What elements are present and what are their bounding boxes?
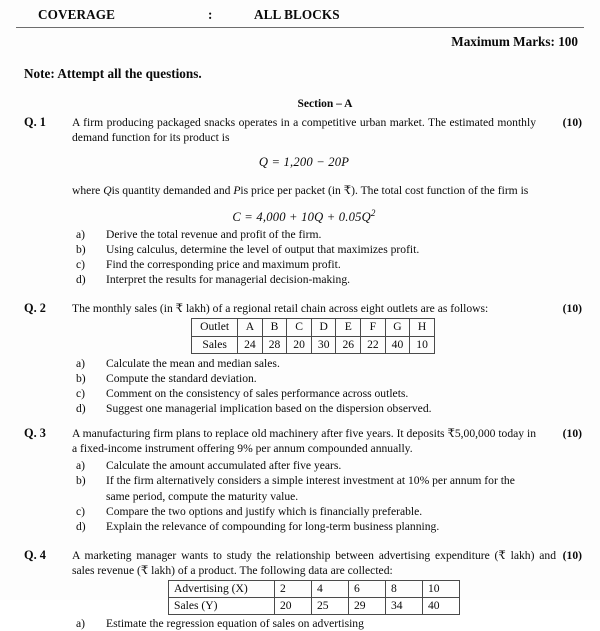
question-2-body bbox=[72, 301, 554, 416]
list-item bbox=[72, 356, 554, 371]
question-3-body bbox=[72, 426, 536, 533]
list-text: Find the corresponding price and maximum profit. bbox=[106, 258, 341, 272]
question-2-marks: (10) bbox=[562, 302, 582, 316]
table-cell: E bbox=[336, 319, 361, 336]
coverage-row bbox=[16, 7, 584, 23]
table-cell: 8 bbox=[386, 580, 423, 597]
question-2 bbox=[16, 301, 584, 416]
table-cell: 20 bbox=[275, 598, 312, 615]
list-item bbox=[72, 227, 536, 242]
question-3-marks: (10) bbox=[562, 427, 582, 441]
table-cell: Advertising (X) bbox=[169, 580, 275, 597]
list-item bbox=[72, 401, 554, 416]
list-marker: d) bbox=[76, 402, 86, 416]
question-1-marks: (10) bbox=[562, 116, 582, 129]
question-4-label: Q. 4 bbox=[24, 547, 46, 562]
question-3 bbox=[16, 426, 584, 533]
list-marker: b) bbox=[76, 474, 86, 488]
list-text: Compute the standard deviation. bbox=[106, 372, 257, 386]
table-cell: 10 bbox=[423, 580, 460, 597]
list-marker: a) bbox=[76, 617, 86, 631]
question-1-equation-1: Q = 1,200 − 20P bbox=[258, 155, 350, 170]
table-cell: Outlet bbox=[192, 319, 238, 336]
list-item bbox=[72, 371, 554, 386]
table-cell: 40 bbox=[385, 336, 410, 353]
list-marker: b) bbox=[76, 243, 86, 257]
table-cell: 25 bbox=[312, 598, 349, 615]
section-heading: Section – A bbox=[297, 98, 353, 110]
table-row bbox=[192, 336, 435, 353]
coverage-value: ALL BLOCKS bbox=[254, 7, 340, 22]
table-cell: 29 bbox=[349, 598, 386, 615]
question-2-label: Q. 2 bbox=[24, 301, 46, 316]
table-cell: B bbox=[262, 319, 287, 336]
list-item bbox=[72, 504, 536, 519]
table-cell: D bbox=[311, 319, 336, 336]
question-2-table-wrap bbox=[72, 318, 554, 354]
header-divider bbox=[16, 27, 584, 28]
table-cell: 20 bbox=[287, 336, 312, 353]
question-1-list bbox=[72, 227, 536, 287]
list-marker: d) bbox=[76, 519, 86, 533]
question-3-list bbox=[72, 458, 536, 533]
table-cell: Sales (Y) bbox=[169, 598, 275, 615]
list-text: Compare the two options and justify which is financially preferable. bbox=[106, 504, 423, 518]
table-cell: 26 bbox=[336, 336, 361, 353]
question-4-marks: (10) bbox=[562, 548, 582, 562]
table-cell: Sales bbox=[192, 336, 238, 353]
table-cell: 2 bbox=[275, 580, 312, 597]
table-cell: 40 bbox=[423, 598, 460, 615]
question-4-intro: A marketing manager wants to study the relationship between advertising expenditure (₹ lakh) and sales revenue (₹ lakh) of a product. The following data are collected: bbox=[72, 548, 556, 577]
list-item bbox=[72, 257, 536, 272]
table-cell: 34 bbox=[386, 598, 423, 615]
question-1-intro: A firm producing packaged snacks operates in a competitive urban market. The estimated monthly demand function for its product is bbox=[72, 116, 536, 145]
question-3-label: Q. 3 bbox=[24, 426, 46, 441]
list-marker: c) bbox=[76, 504, 86, 518]
list-text: If the firm alternatively considers a simple interest investment at 10% per annum for the same period, compute the maturity value. bbox=[106, 474, 515, 503]
question-4-table bbox=[168, 580, 460, 616]
list-text: Comment on the consistency of sales performance across outlets. bbox=[106, 387, 409, 401]
list-item bbox=[72, 473, 536, 503]
question-4-table-wrap bbox=[72, 580, 556, 616]
list-text: Estimate the regression equation of sales on advertising bbox=[106, 617, 364, 631]
list-marker: c) bbox=[76, 387, 86, 401]
list-text: Using calculus, determine the level of output that maximizes profit. bbox=[106, 243, 420, 257]
question-1-subitems bbox=[72, 227, 536, 287]
list-text: Explain the relevance of compounding for long-term business planning. bbox=[106, 519, 440, 533]
table-row bbox=[169, 580, 460, 597]
list-item bbox=[72, 272, 536, 287]
note-line: Note: Attempt all the questions. bbox=[24, 66, 202, 81]
question-3-intro: A manufacturing firm plans to replace old machinery after five years. It deposits ₹5,00,000 today in a fixed-income instrument offering 9% per annum compounded annually. bbox=[72, 427, 536, 456]
coverage-label: COVERAGE bbox=[38, 7, 116, 22]
table-cell: 24 bbox=[238, 336, 263, 353]
list-marker: b) bbox=[76, 372, 86, 386]
list-text: Suggest one managerial implication based on the dispersion observed. bbox=[106, 402, 432, 416]
question-4-item-a bbox=[72, 616, 584, 631]
list-text: Calculate the mean and median sales. bbox=[106, 357, 280, 370]
question-4 bbox=[16, 548, 584, 631]
list-item bbox=[72, 458, 536, 473]
list-text: Interpret the results for managerial decision-making. bbox=[106, 273, 351, 287]
list-item bbox=[72, 242, 536, 257]
table-cell: G bbox=[385, 319, 410, 336]
list-marker: a) bbox=[76, 228, 86, 242]
question-2-list bbox=[72, 356, 554, 416]
table-cell: A bbox=[238, 319, 263, 336]
table-cell: 28 bbox=[262, 336, 287, 353]
question-2-table bbox=[191, 318, 435, 354]
question-4-body bbox=[72, 548, 556, 616]
question-1-label: Q. 1 bbox=[24, 115, 46, 129]
list-text: Calculate the amount accumulated after five years. bbox=[106, 459, 342, 473]
list-item bbox=[72, 386, 554, 401]
list-marker: a) bbox=[76, 459, 86, 473]
question-1-body bbox=[72, 115, 536, 225]
question-1 bbox=[16, 115, 584, 287]
question-1-middle: where Qis quantity demanded and Pis price per packet (in ₹). The total cost function of the firm is bbox=[72, 184, 529, 198]
list-text: Derive the total revenue and profit of the firm. bbox=[106, 228, 322, 242]
table-cell: H bbox=[410, 319, 435, 336]
list-item bbox=[72, 519, 536, 534]
table-cell: 22 bbox=[361, 336, 386, 353]
coverage-colon: : bbox=[208, 7, 213, 22]
table-row bbox=[192, 319, 435, 336]
table-cell: 30 bbox=[311, 336, 336, 353]
list-marker: a) bbox=[76, 357, 86, 370]
maximum-marks: Maximum Marks: 100 bbox=[451, 34, 578, 49]
table-cell: 10 bbox=[410, 336, 435, 353]
list-marker: d) bbox=[76, 273, 86, 287]
table-cell: 4 bbox=[312, 580, 349, 597]
list-marker: c) bbox=[76, 258, 86, 272]
table-row bbox=[169, 598, 460, 615]
question-2-intro: The monthly sales (in ₹ lakh) of a regional retail chain across eight outlets are as follows: bbox=[72, 302, 489, 316]
table-cell: C bbox=[287, 319, 312, 336]
table-cell: 6 bbox=[349, 580, 386, 597]
table-cell: F bbox=[361, 319, 386, 336]
question-1-equation-2: $C = 4,000 + 10Q + 0.05Q^2$ bbox=[232, 207, 376, 224]
